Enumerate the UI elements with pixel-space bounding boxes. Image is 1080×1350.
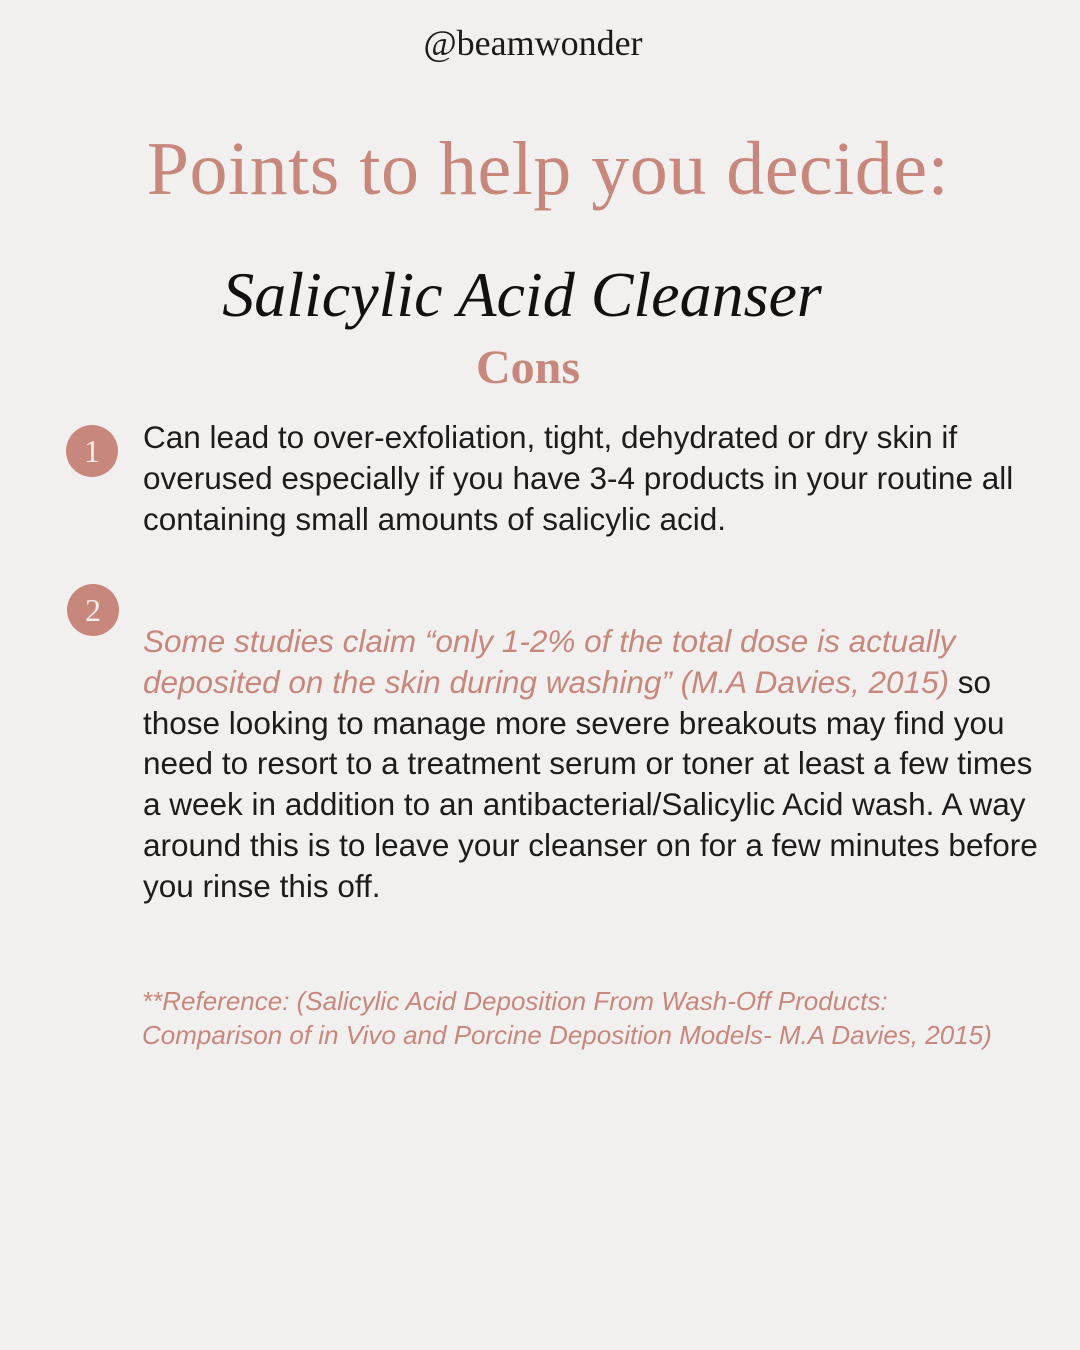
study-quote: Some studies claim “only 1-2% of the total dose is actually deposited on the skin during washing” (M.A Davies, 2015) bbox=[143, 623, 956, 700]
page-title: Points to help you decide: bbox=[146, 127, 950, 211]
point-paragraph-2 bbox=[143, 621, 1043, 907]
point-text-2: so those looking to manage more severe breakouts may find you need to resort to a treatment serum or toner at least a few times a week in addition to an antibacterial/Salicylic Acid wash. A way around this is to leave your cleanser on for a few minutes before you rinse this off. bbox=[143, 663, 1038, 904]
product-subtitle: Salicylic Acid Cleanser bbox=[222, 259, 822, 330]
account-handle: @beamwonder bbox=[423, 23, 643, 63]
point-text-1: Can lead to over-exfoliation, tight, dehydrated or dry skin if overused especially if you have 3-4 products in your routine all containing small amounts of salicylic acid. bbox=[143, 419, 1014, 537]
point-number-badge-2: 2 bbox=[67, 584, 119, 636]
section-label-cons: Cons bbox=[475, 341, 581, 394]
reference-note: **Reference: (Salicylic Acid Deposition From Wash-Off Products: Comparison of in Vivo and Porcine Deposition Models- M.A Davies, 2015) bbox=[142, 986, 992, 1050]
point-number-badge-1: 1 bbox=[66, 425, 118, 477]
